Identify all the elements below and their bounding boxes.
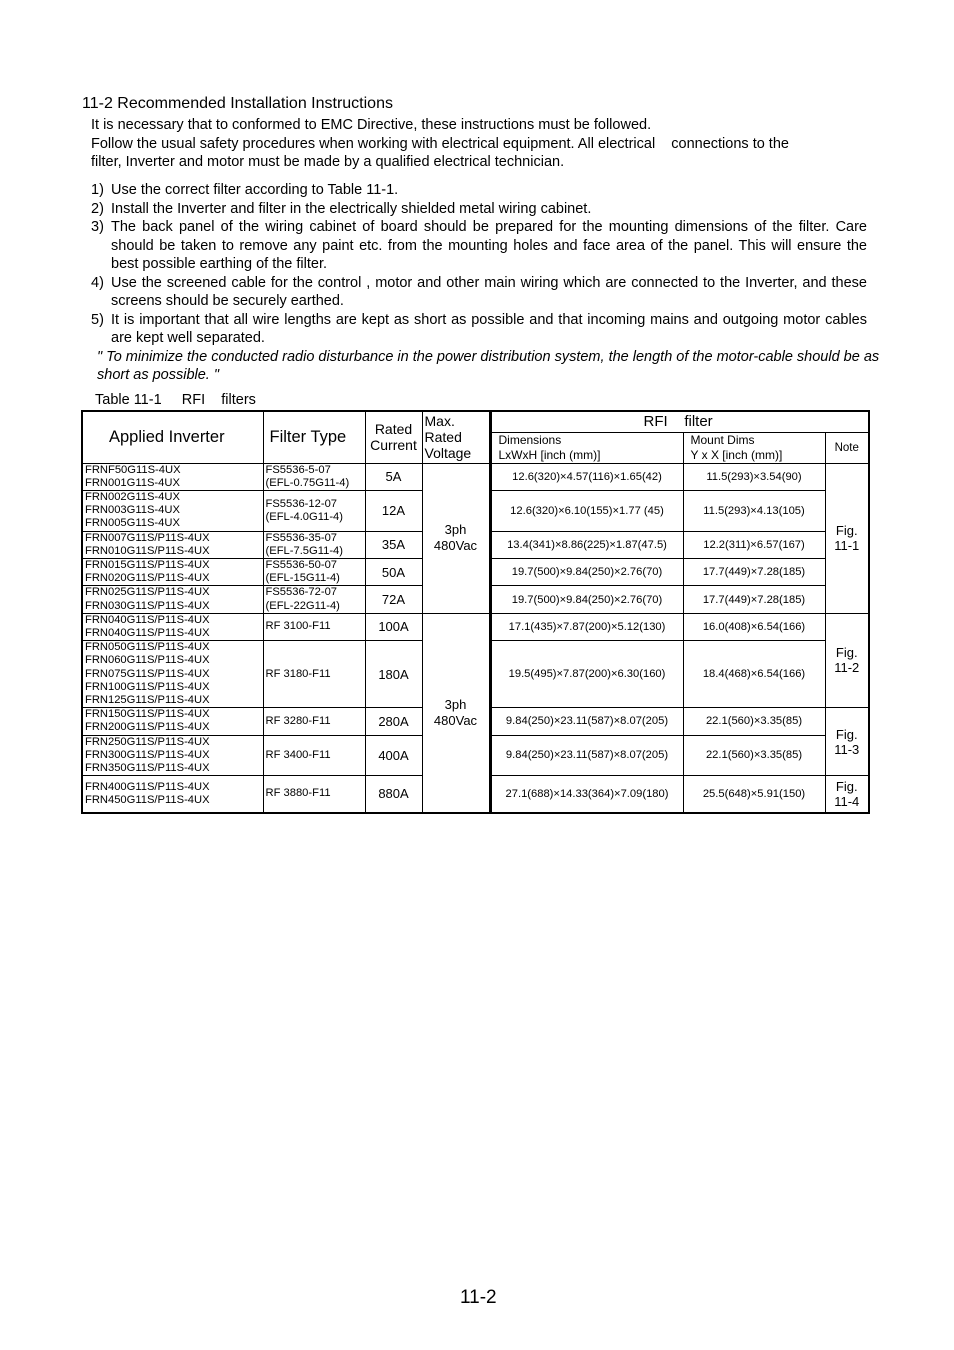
step-text: Use the screened cable for the control , motor and other main wiring which are connected to the Inverter, and these screens should be securely earthed. xyxy=(111,274,867,309)
filter-type-cell xyxy=(263,613,365,640)
applied-inverter-cell xyxy=(82,613,263,640)
inverter-model: FRN040G11S/P11S-4UX xyxy=(85,613,210,626)
filter-type-cell xyxy=(263,531,365,558)
voltage-line: 3ph xyxy=(444,696,467,712)
figure-note-cell xyxy=(825,708,869,776)
rated-current-cell: 12A xyxy=(365,490,422,531)
step-text: Install the Inverter and filter in the electrically shielded metal wiring cabinet. xyxy=(111,200,592,217)
dimensions-cell: 19.7(500)×9.84(250)×2.76(70) xyxy=(490,586,683,613)
header-rated-current xyxy=(365,411,422,463)
dimensions-cell: 17.1(435)×7.87(200)×5.12(130) xyxy=(490,613,683,640)
figure-note-line: 11-3 xyxy=(834,741,860,757)
filter-type-cell xyxy=(263,708,365,735)
header-line: Max. xyxy=(424,413,455,430)
inverter-model: FRNF50G11S-4UX xyxy=(85,463,181,476)
rated-current-cell: 280A xyxy=(365,708,422,735)
filter-type-line: FS5536-35-07 xyxy=(265,531,338,544)
inverter-model: FRN075G11S/P11S-4UX xyxy=(85,667,210,680)
rated-current-cell: 180A xyxy=(365,641,422,708)
step-text: Use the correct filter according to Table 11-1. xyxy=(111,182,399,198)
header-mount-dims xyxy=(683,432,825,463)
mount-dims-cell: 22.1(560)×3.35(85) xyxy=(683,735,825,776)
inverter-model: FRN040G11S/P11S-4UX xyxy=(85,626,210,639)
filter-type-cell xyxy=(263,490,365,531)
dimensions-cell: 12.6(320)×6.10(155)×1.77 (45) xyxy=(490,490,683,531)
filter-type-line: (EFL-22G11-4) xyxy=(265,599,340,612)
header-line: LxWxH [inch (mm)] xyxy=(498,447,601,462)
filter-type-line: RF 3880-F11 xyxy=(265,787,331,800)
mount-dims-cell: 17.7(449)×7.28(185) xyxy=(683,558,825,585)
filter-type-cell xyxy=(263,558,365,585)
motor-cable-note: " To minimize the conducted radio disturbance in the power distribution system, the length of the motor-cable should be as short as possible. " xyxy=(97,348,880,383)
mount-dims-cell: 11.5(293)×3.54(90) xyxy=(683,463,825,490)
dimensions-cell: 19.5(495)×7.87(200)×6.30(160) xyxy=(490,641,683,708)
inverter-model: FRN150G11S/P11S-4UX xyxy=(85,708,210,721)
mount-dims-cell: 11.5(293)×4.13(105) xyxy=(683,490,825,531)
mount-dims-cell: 25.5(648)×5.91(150) xyxy=(683,776,825,813)
applied-inverter-cell xyxy=(82,558,263,585)
rfi-filter-table xyxy=(81,410,870,814)
inverter-model: FRN003G11S-4UX xyxy=(85,504,180,517)
rated-current-cell: 72A xyxy=(365,586,422,613)
mount-dims-cell: 12.2(311)×6.57(167) xyxy=(683,531,825,558)
applied-inverter-cell xyxy=(82,463,263,490)
filter-type-line: FS5536-50-07 xyxy=(265,558,338,571)
step-number: 1) xyxy=(91,182,104,198)
inverter-model: FRN005G11S-4UX xyxy=(85,517,180,530)
inverter-model: FRN060G11S/P11S-4UX xyxy=(85,654,210,667)
dimensions-cell: 19.7(500)×9.84(250)×2.76(70) xyxy=(490,558,683,585)
inverter-model: FRN002G11S-4UX xyxy=(85,490,180,503)
dimensions-cell: 9.84(250)×23.11(587)×8.07(205) xyxy=(490,735,683,776)
header-max-voltage xyxy=(422,411,490,463)
instruction-step xyxy=(91,200,867,219)
instruction-list xyxy=(91,181,880,385)
figure-note-line: Fig. xyxy=(835,523,858,539)
figure-note-line: 11-1 xyxy=(834,538,860,554)
mount-dims-cell: 18.4(468)×6.54(166) xyxy=(683,641,825,708)
dimensions-cell: 12.6(320)×4.57(116)×1.65(42) xyxy=(490,463,683,490)
figure-note-cell xyxy=(825,776,869,813)
header-line: Current xyxy=(370,437,417,454)
dimensions-cell: 9.84(250)×23.11(587)×8.07(205) xyxy=(490,708,683,735)
step-number: 5) xyxy=(91,311,104,328)
rated-current-cell: 880A xyxy=(365,776,422,813)
figure-note-line: Fig. xyxy=(835,645,858,661)
filter-type-line: FS5536-72-07 xyxy=(265,586,338,599)
figure-note-cell xyxy=(825,613,869,707)
applied-inverter-cell xyxy=(82,708,263,735)
intro-line: Follow the usual safety procedures when working with electrical equipment. All electrical connections to the xyxy=(91,135,789,152)
page-number: 11-2 xyxy=(460,1287,497,1308)
filter-type-line: (EFL-15G11-4) xyxy=(265,572,340,585)
voltage-line: 480Vac xyxy=(433,712,478,728)
header-line: Rated xyxy=(374,421,413,438)
filter-type-line: FS5536-5-07 xyxy=(265,463,331,476)
figure-note-line: Fig. xyxy=(835,726,858,742)
inverter-model: FRN300G11S/P11S-4UX xyxy=(85,748,210,761)
header-rfi-filter: RFI filter xyxy=(490,411,869,432)
dimensions-cell: 13.4(341)×8.86(225)×1.87(47.5) xyxy=(490,531,683,558)
step-number: 3) xyxy=(91,219,104,235)
filter-type-cell xyxy=(263,776,365,813)
filter-type-line: RF 3100-F11 xyxy=(265,620,331,633)
filter-type-cell xyxy=(263,586,365,613)
rated-current-cell: 100A xyxy=(365,613,422,640)
step-number: 4) xyxy=(91,274,104,291)
mount-dims-cell: 16.0(408)×6.54(166) xyxy=(683,613,825,640)
applied-inverter-cell xyxy=(82,531,263,558)
inverter-model: FRN050G11S/P11S-4UX xyxy=(85,641,210,654)
figure-note-line: 11-4 xyxy=(834,793,860,809)
rated-current-cell: 5A xyxy=(365,463,422,490)
filter-type-cell xyxy=(263,641,365,708)
intro-text xyxy=(91,116,881,172)
inverter-model: FRN020G11S/P11S-4UX xyxy=(85,572,210,585)
filter-type-line: RF 3280-F11 xyxy=(265,714,331,727)
instruction-step xyxy=(91,311,867,348)
filter-type-line: RF 3180-F11 xyxy=(265,667,331,680)
header-filter-type: Filter Type xyxy=(263,411,365,463)
rated-current-cell: 35A xyxy=(365,531,422,558)
step-number: 2) xyxy=(91,200,104,217)
voltage-cell xyxy=(422,613,490,812)
header-line: Y x X [inch (mm)] xyxy=(690,447,783,462)
inverter-model: FRN350G11S/P11S-4UX xyxy=(85,761,210,774)
instruction-step xyxy=(91,218,867,274)
inverter-model: FRN001G11S-4UX xyxy=(85,476,180,489)
applied-inverter-cell xyxy=(82,490,263,531)
filter-type-cell xyxy=(263,463,365,490)
rated-current-cell: 400A xyxy=(365,735,422,776)
intro-line: filter, Inverter and motor must be made by a qualified electrical technician. xyxy=(91,154,565,170)
inverter-model: FRN125G11S/P11S-4UX xyxy=(85,693,210,706)
inverter-model: FRN250G11S/P11S-4UX xyxy=(85,735,210,748)
header-line: Voltage xyxy=(424,445,472,462)
instruction-step xyxy=(91,181,867,200)
header-applied-inverter: Applied Inverter xyxy=(82,411,263,463)
figure-note-cell xyxy=(825,463,869,613)
applied-inverter-cell xyxy=(82,776,263,813)
filter-type-line: (EFL-0.75G11-4) xyxy=(265,476,350,489)
header-note: Note xyxy=(825,432,869,463)
inverter-model: FRN450G11S/P11S-4UX xyxy=(85,793,210,806)
section-heading: 11-2 Recommended Installation Instructions xyxy=(82,95,393,112)
step-text: The back panel of the wiring cabinet of board should be prepared for the mounting dimensions of the filter. Care should be taken to remove any paint etc. from the mounting holes and face area of the panel. This will ensure the best possible earthing of the filter. xyxy=(111,219,867,272)
inverter-model: FRN030G11S/P11S-4UX xyxy=(85,599,210,612)
inverter-model: FRN010G11S/P11S-4UX xyxy=(85,544,210,557)
filter-type-line: (EFL-4.0G11-4) xyxy=(265,510,344,523)
mount-dims-cell: 17.7(449)×7.28(185) xyxy=(683,586,825,613)
applied-inverter-cell xyxy=(82,735,263,776)
inverter-model: FRN100G11S/P11S-4UX xyxy=(85,680,210,693)
instruction-step xyxy=(91,274,867,311)
filter-type-line: (EFL-7.5G11-4) xyxy=(265,544,344,557)
inverter-model: FRN015G11S/P11S-4UX xyxy=(85,558,210,571)
filter-type-cell xyxy=(263,735,365,776)
header-dimensions xyxy=(490,432,683,463)
filter-type-line: RF 3400-F11 xyxy=(265,748,331,761)
figure-note-line: Fig. xyxy=(835,778,858,794)
table-caption: Table 11-1 RFI filters xyxy=(95,392,256,408)
rated-current-cell: 50A xyxy=(365,558,422,585)
voltage-line: 480Vac xyxy=(433,538,478,554)
dimensions-cell: 27.1(688)×14.33(364)×7.09(180) xyxy=(490,776,683,813)
inverter-model: FRN200G11S/P11S-4UX xyxy=(85,721,210,734)
filter-type-line: FS5536-12-07 xyxy=(265,497,338,510)
applied-inverter-cell xyxy=(82,641,263,708)
applied-inverter-cell xyxy=(82,586,263,613)
table-row xyxy=(82,463,869,490)
table-header-row xyxy=(82,411,869,432)
header-line: Mount Dims xyxy=(690,432,755,447)
voltage-line: 3ph xyxy=(444,522,467,538)
inverter-model: FRN025G11S/P11S-4UX xyxy=(85,586,210,599)
header-line: Rated xyxy=(424,429,462,446)
intro-line: It is necessary that to conformed to EMC Directive, these instructions must be followed. xyxy=(91,117,652,133)
mount-dims-cell: 22.1(560)×3.35(85) xyxy=(683,708,825,735)
inverter-model: FRN007G11S/P11S-4UX xyxy=(85,531,210,544)
figure-note-line: 11-2 xyxy=(834,660,860,676)
step-text: It is important that all wire lengths are kept as short as possible and that incoming mains and outgoing motor cables are kept well separated. xyxy=(111,311,867,346)
header-line: Dimensions xyxy=(498,432,562,447)
voltage-cell xyxy=(422,463,490,613)
inverter-model: FRN400G11S/P11S-4UX xyxy=(85,780,210,793)
table-row xyxy=(82,613,869,640)
